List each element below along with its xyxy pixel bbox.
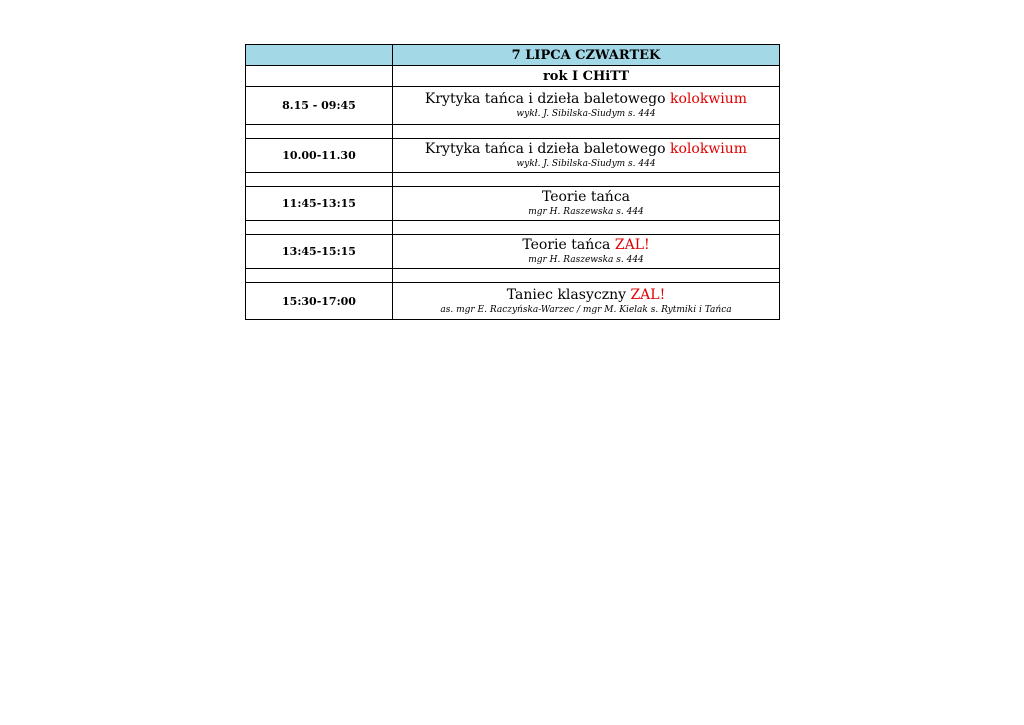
subject-tag: kolokwium: [670, 141, 748, 157]
teacher-line: as. mgr E. Raczyńska-Warzec / mgr M. Kielak s. Rytmiki i Tańca: [440, 304, 732, 315]
header-row-day: [246, 45, 780, 66]
subject-tag: ZAL!: [614, 237, 650, 253]
subject-name: Teorie tańca: [522, 237, 611, 253]
subject-line: [393, 90, 779, 108]
time-cell: 8.15 - 09:45: [246, 87, 393, 125]
schedule-table: [245, 44, 780, 320]
spacer-row: [246, 173, 780, 187]
subject-line: [393, 236, 779, 254]
teacher-line: wykł. J. Sibilska-Siudym s. 444: [516, 109, 656, 119]
subject-line: [393, 286, 779, 304]
group-heading: rok I CHiTT: [393, 66, 780, 87]
table-row: [246, 283, 780, 320]
day-heading: 7 LIPCA CZWARTEK: [393, 45, 780, 66]
time-cell: 10.00-11.30: [246, 139, 393, 173]
subject-name: Krytyka tańca i dzieła baletowego: [424, 141, 666, 157]
table-row: [246, 139, 780, 173]
time-cell: 11:45-13:15: [246, 187, 393, 221]
teacher-line: wykł. J. Sibilska-Siudym s. 444: [516, 159, 656, 169]
spacer-row: [246, 269, 780, 283]
spacer-row: [246, 125, 780, 139]
subject-tag: ZAL!: [630, 286, 666, 303]
class-cell: [393, 283, 780, 320]
subject-tag: kolokwium: [670, 91, 748, 107]
teacher-line: mgr H. Raszewska s. 444: [528, 255, 644, 265]
class-cell: [393, 187, 780, 221]
class-cell: [393, 139, 780, 173]
time-cell: 15:30-17:00: [246, 283, 393, 320]
table-row: [246, 235, 780, 269]
subject-name: Taniec klasyczny: [506, 286, 626, 303]
time-cell: 13:45-15:15: [246, 235, 393, 269]
class-cell: [393, 235, 780, 269]
table-row: [246, 87, 780, 125]
subject-line: [393, 188, 779, 206]
spacer-row: [246, 221, 780, 235]
header-blank-cell: [246, 66, 393, 87]
class-cell: [393, 87, 780, 125]
header-blank-cell: [246, 45, 393, 66]
teacher-line: mgr H. Raszewska s. 444: [528, 207, 644, 217]
subject-line: [393, 140, 779, 158]
header-row-group: [246, 66, 780, 87]
subject-name: Teorie tańca: [541, 189, 631, 205]
subject-name: Krytyka tańca i dzieła baletowego: [424, 91, 666, 107]
table-row: [246, 187, 780, 221]
